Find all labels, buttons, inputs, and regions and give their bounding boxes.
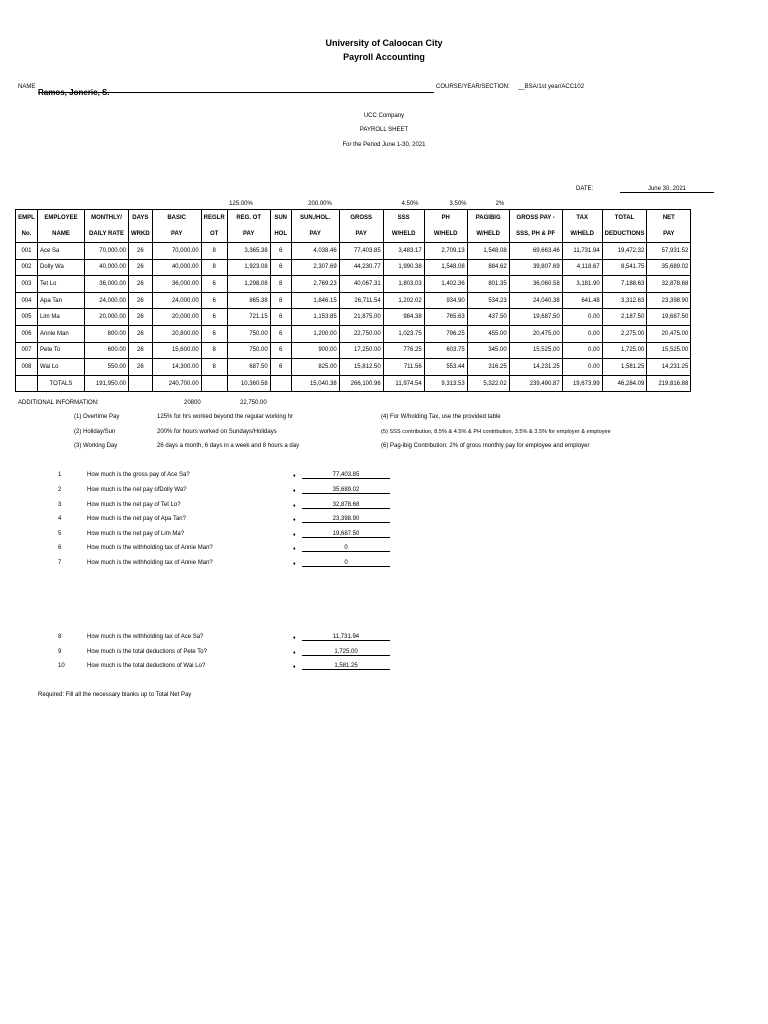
table-row-cell: 0.00 <box>562 359 602 376</box>
table-row-cell: 26 <box>129 292 153 309</box>
table-row-cell: 1,548.08 <box>467 243 509 260</box>
table-row-cell: 884.62 <box>467 259 509 276</box>
table-row-cell: 15,600.00 <box>152 342 201 359</box>
table-row-cell: 796.25 <box>424 325 467 342</box>
table-row-cell: 750.00 <box>227 342 270 359</box>
bullet-icon: ♦ <box>293 473 296 479</box>
totals-row-cell: 240,700.00 <box>152 375 201 392</box>
table-row-cell: 21,875.00 <box>339 309 383 326</box>
rate-reg-ot: 125.00% <box>229 201 253 207</box>
table-row-cell: 39,807.69 <box>509 259 562 276</box>
table-row-cell: 8 <box>201 243 227 260</box>
table-header-row-cell: PH <box>424 210 467 227</box>
table-header-row-cell: PAY <box>291 226 339 243</box>
table-row-cell: 0.00 <box>562 309 602 326</box>
sheet-period: For the Period June 1-30, 2021 <box>342 142 426 148</box>
table-row-cell: 26 <box>129 359 153 376</box>
table-row-cell: 6 <box>270 259 291 276</box>
table-row-cell: 455.00 <box>467 325 509 342</box>
table-row-cell: 70,000.00 <box>85 243 129 260</box>
question-text: How much is the gross pay of Ace Sa? <box>87 472 190 478</box>
question-number: 8 <box>58 634 62 640</box>
table-row-cell: 6 <box>270 342 291 359</box>
answer-field: 1,725.00 <box>302 649 390 656</box>
table-row <box>16 259 691 276</box>
table-row-cell: 24,040.38 <box>509 292 562 309</box>
table-row-cell: 17,250.00 <box>339 342 383 359</box>
table-header-row-cell: DEDUCTIONS <box>602 226 647 243</box>
table-row-cell: 1,725.00 <box>602 342 647 359</box>
name-field <box>38 82 434 97</box>
table-header-row-cell: W/HELD <box>467 226 509 243</box>
table-row-cell: 3,312.63 <box>602 292 647 309</box>
table-row-cell: 24,000.00 <box>152 292 201 309</box>
table-row-cell: 8 <box>201 342 227 359</box>
answer-field: 35,689.02 <box>302 487 390 494</box>
table-row-cell: 008 <box>16 359 38 376</box>
table-row-cell: 24,000.00 <box>85 292 129 309</box>
table-header-row-cell: W/HELD <box>383 226 424 243</box>
table-row-cell: 1,200.00 <box>291 325 339 342</box>
table-row-cell: 1,923.08 <box>227 259 270 276</box>
table-row-cell: 001 <box>16 243 38 260</box>
table-row-cell: 20,475.00 <box>647 325 691 342</box>
date-value: June 30, 2021 <box>620 186 714 193</box>
question-text: How much is the net pay of Apa Tan? <box>87 516 186 522</box>
bullet-icon: ♦ <box>293 561 296 567</box>
bullet-icon: ♦ <box>293 503 296 509</box>
table-row-cell: 005 <box>16 309 38 326</box>
bullet-icon: ♦ <box>293 664 296 670</box>
table-row-cell: 8 <box>270 292 291 309</box>
table-row-cell: 6 <box>201 292 227 309</box>
table-header-row-cell: PAY <box>647 226 691 243</box>
table-row <box>16 276 691 293</box>
table-row-cell: 1,803.03 <box>383 276 424 293</box>
table-header-row-cell: SSS, PH & PF <box>509 226 562 243</box>
question-text: How much is the withholding tax of Annie Man? <box>87 560 213 566</box>
table-row-cell: 900.00 <box>291 342 339 359</box>
note-sss-ph: (5) SSS contribution, 8.5% & 4.5% & PH contribution, 3.5% & 3.5% for employer & employee <box>381 429 611 435</box>
table-row-cell: 316.25 <box>467 359 509 376</box>
totals-row-cell: TOTALS <box>38 375 85 392</box>
question-number: 9 <box>58 649 62 655</box>
table-header-row-cell: W/HELD <box>424 226 467 243</box>
table-row <box>16 359 691 376</box>
table-row-cell: 002 <box>16 259 38 276</box>
table-header-row-cell: PAY <box>339 226 383 243</box>
totals-row-cell <box>16 375 38 392</box>
table-header-row-cell: REGLR <box>201 210 227 227</box>
table-row-cell: 1,402.36 <box>424 276 467 293</box>
bullet-icon: ♦ <box>293 635 296 641</box>
table-row-cell: 3,483.17 <box>383 243 424 260</box>
table-header-row-cell: PAY <box>152 226 201 243</box>
table-row-cell: 1,153.85 <box>291 309 339 326</box>
table-row-cell: 1,023.75 <box>383 325 424 342</box>
table-row-cell: 20,475.00 <box>509 325 562 342</box>
totals-row-cell: 9,313.53 <box>424 375 467 392</box>
totals-row <box>16 375 691 392</box>
date-label: DATE: <box>576 186 594 192</box>
table-row-cell: 26,711.54 <box>339 292 383 309</box>
table-row-cell: 36,000.00 <box>152 276 201 293</box>
answer-field: 23,398.90 <box>302 516 390 523</box>
table-row-cell: 8 <box>201 359 227 376</box>
table-row-cell: 32,878.68 <box>647 276 691 293</box>
question-number: 2 <box>58 487 62 493</box>
table-row-cell: 40,067.31 <box>339 276 383 293</box>
table-row-cell: 6 <box>270 325 291 342</box>
table-row-cell: 1,846.15 <box>291 292 339 309</box>
bullet-icon: ♦ <box>293 532 296 538</box>
course-title: Payroll Accounting <box>343 52 425 62</box>
table-header-row-cell: NAME <box>38 226 85 243</box>
table-row-cell: 437.50 <box>467 309 509 326</box>
table-row-cell: 800.00 <box>85 325 129 342</box>
table-row-cell: 1,581.25 <box>602 359 647 376</box>
table-row-cell: 77,403.85 <box>339 243 383 260</box>
table-row-cell: Tet Lo <box>38 276 85 293</box>
table-row-cell: 3,181.90 <box>562 276 602 293</box>
table-row-cell: 6 <box>201 276 227 293</box>
table-row-cell: 36,000.00 <box>85 276 129 293</box>
rate-pagibig: 2% <box>495 201 505 207</box>
table-row-cell: Annie Man <box>38 325 85 342</box>
answer-field: 77,403.85 <box>302 472 390 479</box>
totals-row-cell <box>201 375 227 392</box>
question-number: 5 <box>58 531 62 537</box>
table-row-cell: 14,231.25 <box>509 359 562 376</box>
table-row-cell: 2,275.00 <box>602 325 647 342</box>
table-header-row-cell: GROSS PAY - <box>509 210 562 227</box>
totals-row-cell: 239,490.87 <box>509 375 562 392</box>
table-row <box>16 309 691 326</box>
table-row-cell: 19,687.50 <box>647 309 691 326</box>
totals-row-cell: 266,100.96 <box>339 375 383 392</box>
name-value: Ramos, Joneric, S. <box>38 88 110 97</box>
table-header-row-cell: OT <box>201 226 227 243</box>
table-row-cell: 19,687.50 <box>509 309 562 326</box>
table-header-row-cell: W/HELD <box>562 226 602 243</box>
answer-field: 1,581.25 <box>302 663 390 670</box>
table-row-cell: 2,187.50 <box>602 309 647 326</box>
table-header-row-cell: SUN <box>270 210 291 227</box>
table-row-cell: 7,188.63 <box>602 276 647 293</box>
question-number: 1 <box>58 472 62 478</box>
totals-row-cell: 10,360.58 <box>227 375 270 392</box>
table-header-row-cell: MONTHLY/ <box>85 210 129 227</box>
table-row-cell: 15,525.00 <box>509 342 562 359</box>
table-row-cell: 534.23 <box>467 292 509 309</box>
company-name: UCC Company <box>363 113 405 119</box>
table-row-cell: 2,307.69 <box>291 259 339 276</box>
table-header-row-cell: No. <box>16 226 38 243</box>
course-label: COURSE/YEAR/SECTION: <box>436 84 510 90</box>
table-row-cell: 26 <box>129 342 153 359</box>
table-row-cell: 3,365.38 <box>227 243 270 260</box>
table-row-cell: 15,525.00 <box>647 342 691 359</box>
table-row-cell: 345.00 <box>467 342 509 359</box>
table-row-cell: 765.63 <box>424 309 467 326</box>
table-row-cell: Apa Tan <box>38 292 85 309</box>
note-pagibig: (6) Pag-ibig Contribution: 2% of gross monthly pay for employee and employer <box>381 443 590 449</box>
table-row-cell: 20,800.00 <box>152 325 201 342</box>
table-row-cell: 57,931.52 <box>647 243 691 260</box>
info-item-working-day: (3) Working Day <box>74 443 118 449</box>
table-row-cell: 007 <box>16 342 38 359</box>
university-title: University of Caloocan City <box>325 38 443 48</box>
table-row-cell: 26 <box>129 309 153 326</box>
table-header-row-cell: DAILY RATE <box>85 226 129 243</box>
answer-field: 0 <box>302 545 390 552</box>
table-row <box>16 325 691 342</box>
bullet-icon: ♦ <box>293 517 296 523</box>
table-row-cell: 6 <box>201 309 227 326</box>
table-row-cell: 26 <box>129 243 153 260</box>
info-desc-working-day: 26 days a month, 6 days in a week and 8 hours a day <box>157 443 300 449</box>
table-row-cell: 8 <box>270 276 291 293</box>
table-row-cell: 801.35 <box>467 276 509 293</box>
table-header-row-cell: GROSS <box>339 210 383 227</box>
table-row-cell: 8 <box>201 259 227 276</box>
table-row-cell: 003 <box>16 276 38 293</box>
table-row-cell: 6 <box>201 325 227 342</box>
table-row-cell: 40,000.00 <box>152 259 201 276</box>
table-row-cell: 1,548.08 <box>424 259 467 276</box>
table-row <box>16 292 691 309</box>
table-row-cell: 4,118.67 <box>562 259 602 276</box>
table-row-cell: 641.48 <box>562 292 602 309</box>
totals-row-cell: 5,322.02 <box>467 375 509 392</box>
bullet-icon: ♦ <box>293 488 296 494</box>
table-row-cell: 4,038.46 <box>291 243 339 260</box>
table-row-cell: 70,000.00 <box>152 243 201 260</box>
question-text: How much is the net pay of Lim Ma? <box>87 531 185 537</box>
table-row-cell: 006 <box>16 325 38 342</box>
table-header-row-cell: SUN./HOL. <box>291 210 339 227</box>
answer-field: 32,878.68 <box>302 502 390 509</box>
table-row-cell: 23,398.90 <box>647 292 691 309</box>
table-header-row-cell: REG. OT <box>227 210 270 227</box>
table-header-row-cell: PAY <box>227 226 270 243</box>
table-row-cell: 934.90 <box>424 292 467 309</box>
table-row <box>16 342 691 359</box>
table-row-cell: Pete To <box>38 342 85 359</box>
table-header-row-cell: DAYS <box>129 210 153 227</box>
table-header-row-cell: SSS <box>383 210 424 227</box>
table-row-cell: 20,000.00 <box>152 309 201 326</box>
table-row-cell: 19,472.32 <box>602 243 647 260</box>
question-number: 3 <box>58 502 62 508</box>
answer-field: 19,687.50 <box>302 531 390 538</box>
table-row-cell: 711.56 <box>383 359 424 376</box>
table-row-cell: Lim Ma <box>38 309 85 326</box>
table-row-cell: 11,731.94 <box>562 243 602 260</box>
table-row-cell: 2,769.23 <box>291 276 339 293</box>
table-row-cell: 1,298.08 <box>227 276 270 293</box>
required-note: Required: Fill all the necessary blanks up to Total Net Pay <box>38 692 192 698</box>
totals-row-cell: 219,816.88 <box>647 375 691 392</box>
table-header-row-cell: WRKD <box>129 226 153 243</box>
table-row-cell: 20,000.00 <box>85 309 129 326</box>
table-header-row-cell: TOTAL <box>602 210 647 227</box>
table-header-row-cell: PAGIBIG <box>467 210 509 227</box>
table-row-cell: 004 <box>16 292 38 309</box>
info-desc-overtime: 125% for hrs worked beyond the regular working hr <box>157 414 294 420</box>
question-number: 10 <box>58 663 65 669</box>
table-header-row-cell: EMPLOYEE <box>38 210 85 227</box>
table-header-row-cell: EMPL <box>16 210 38 227</box>
table-row-cell: 2,709.13 <box>424 243 467 260</box>
info-desc-holiday: 200% for hours worked on Sundays/Holidays <box>157 429 277 435</box>
answer-field: 0 <box>302 560 390 567</box>
question-text: How much is the net pay ofDolly Wa? <box>87 487 187 493</box>
table-header-row <box>16 210 691 227</box>
totals-row-cell: 19,673.99 <box>562 375 602 392</box>
table-row-cell: 6 <box>270 309 291 326</box>
rate-ph: 3.50% <box>449 201 467 207</box>
rate-sss: 4.50% <box>401 201 419 207</box>
question-text: How much is the total deductions of Wai Lo? <box>87 663 206 669</box>
table-row-cell: 721.15 <box>227 309 270 326</box>
table-row-cell: 6 <box>270 359 291 376</box>
table-row-cell: 550.00 <box>85 359 129 376</box>
table-row-cell: 14,300.00 <box>152 359 201 376</box>
bullet-icon: ♦ <box>293 546 296 552</box>
table-row-cell: 69,663.46 <box>509 243 562 260</box>
table-header-row-cell: TAX <box>562 210 602 227</box>
totals-row-cell: 11,974.54 <box>383 375 424 392</box>
table-row-cell: 8,541.75 <box>602 259 647 276</box>
table-row-cell: 35,689.02 <box>647 259 691 276</box>
table-row-cell: 44,230.77 <box>339 259 383 276</box>
table-row-cell: 553.44 <box>424 359 467 376</box>
table-row-cell: 984.38 <box>383 309 424 326</box>
totals-row-cell: 191,950.00 <box>85 375 129 392</box>
additional-label: ADDITIONAL INFORMATION: <box>18 400 99 406</box>
table-row-cell: 14,231.25 <box>647 359 691 376</box>
table-row-cell: Wai Lo <box>38 359 85 376</box>
table-row-cell: 26 <box>129 276 153 293</box>
sheet-title: PAYROLL SHEET <box>359 127 409 133</box>
table-row-cell: 687.50 <box>227 359 270 376</box>
table-row-cell: 26 <box>129 325 153 342</box>
question-text: How much is the withholding tax of Ace Sa? <box>87 634 204 640</box>
additional-value-2: 22,750.00 <box>240 400 267 406</box>
table-row <box>16 243 691 260</box>
table-row-cell: 0.00 <box>562 342 602 359</box>
table-row-cell: Dolly Wa <box>38 259 85 276</box>
table-row-cell: 22,750.00 <box>339 325 383 342</box>
table-row-cell: 1,202.02 <box>383 292 424 309</box>
table-header-row <box>16 226 691 243</box>
question-number: 7 <box>58 560 62 566</box>
table-row-cell: 776.25 <box>383 342 424 359</box>
table-row-cell: 26 <box>129 259 153 276</box>
table-row-cell: 825.00 <box>291 359 339 376</box>
question-text: How much is the total deductions of Pete To? <box>87 649 207 655</box>
table-row-cell: 600.00 <box>85 342 129 359</box>
note-tax: (4) For W/holding Tax, use the provided table <box>381 414 501 420</box>
rate-sun-hol: 200.00% <box>308 201 332 207</box>
table-row-cell: 865.38 <box>227 292 270 309</box>
table-row-cell: 40,000.00 <box>85 259 129 276</box>
totals-row-cell <box>129 375 153 392</box>
additional-value-1: 20800 <box>184 400 201 406</box>
course-value: __BSA/1st year/ACC102 <box>518 84 585 90</box>
question-text: How much is the withholding tax of Annie Man? <box>87 545 213 551</box>
totals-row-cell: 15,040.38 <box>291 375 339 392</box>
bullet-icon: ♦ <box>293 650 296 656</box>
table-row-cell: 603.75 <box>424 342 467 359</box>
table-row-cell: 0.00 <box>562 325 602 342</box>
name-label: NAME <box>18 84 36 90</box>
table-row-cell: 6 <box>270 243 291 260</box>
table-header-row-cell: HOL <box>270 226 291 243</box>
table-row-cell: 1,990.38 <box>383 259 424 276</box>
payroll-table <box>15 209 691 392</box>
question-text: How much is the net pay of Tet Lo? <box>87 502 181 508</box>
table-header-row-cell: BASIC <box>152 210 201 227</box>
table-row-cell: 36,060.58 <box>509 276 562 293</box>
table-row-cell: 15,812.50 <box>339 359 383 376</box>
info-item-overtime: (1) Overtime Pay <box>74 414 120 420</box>
question-number: 6 <box>58 545 62 551</box>
table-row-cell: Ace Sa <box>38 243 85 260</box>
info-item-holiday: (2) Holiday/Sun <box>74 429 116 435</box>
totals-row-cell: 46,284.09 <box>602 375 647 392</box>
table-header-row-cell: NET <box>647 210 691 227</box>
table-row-cell: 750.00 <box>227 325 270 342</box>
question-number: 4 <box>58 516 62 522</box>
totals-row-cell <box>270 375 291 392</box>
answer-field: 11,731.94 <box>302 634 390 641</box>
